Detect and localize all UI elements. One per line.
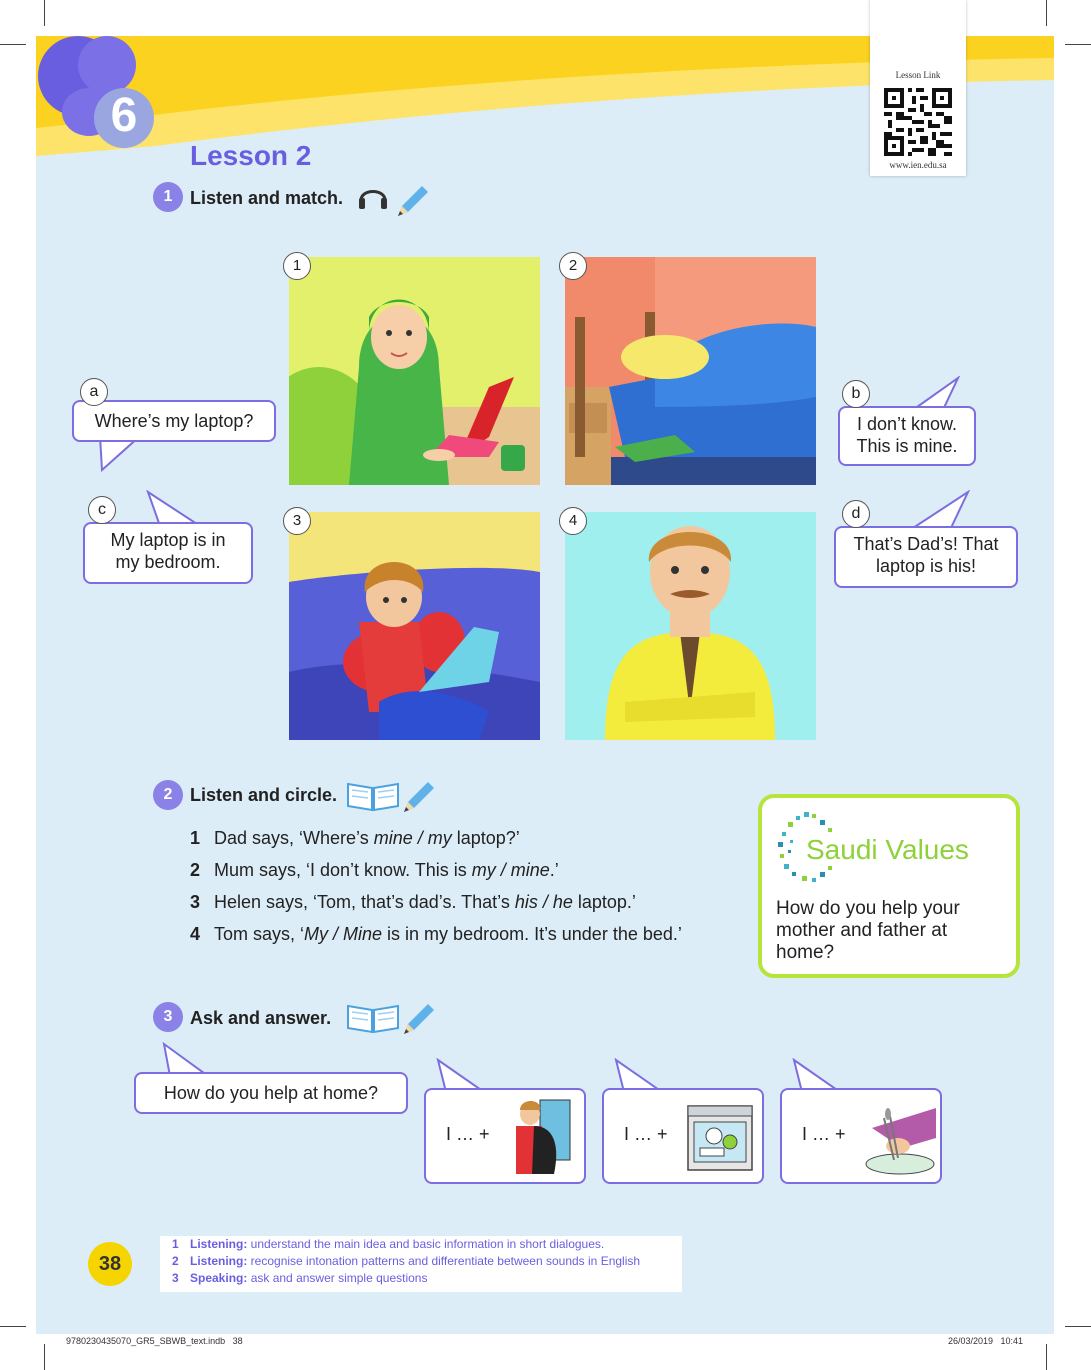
table-setting-illustration bbox=[862, 1098, 938, 1178]
sentence-text: Tom says, ‘ bbox=[214, 924, 305, 944]
objective-number: 2 bbox=[172, 1254, 179, 1268]
answer-text: I … + bbox=[802, 1124, 846, 1144]
rubbish-illustration bbox=[510, 1096, 574, 1176]
objective-skill: Listening: bbox=[190, 1237, 248, 1251]
sentence-number: 4 bbox=[190, 924, 201, 944]
picture-4 bbox=[565, 512, 816, 740]
sentence-2 bbox=[190, 860, 559, 881]
bubble-letter: d bbox=[842, 500, 870, 528]
objective-row bbox=[160, 1253, 682, 1270]
crop-mark bbox=[44, 0, 45, 26]
footer-file-info: 9780230435070_GR5_SBWB_text.indb 38 bbox=[66, 1336, 243, 1346]
exercise-number: 2 bbox=[153, 780, 183, 810]
circle-choice[interactable]: My / Mine bbox=[304, 924, 383, 944]
footer-date-info: 26/03/2019 10:41 bbox=[948, 1336, 1024, 1346]
pencil-icon bbox=[398, 776, 438, 816]
answer-bubble-1 bbox=[424, 1088, 586, 1184]
sentence-number: 3 bbox=[190, 892, 201, 912]
picture-number: 4 bbox=[559, 507, 587, 535]
bubble-tail bbox=[140, 490, 210, 526]
qr-code-icon bbox=[884, 88, 952, 156]
speech-bubble-a bbox=[72, 400, 276, 442]
pencil-icon bbox=[392, 180, 432, 220]
saudi-values-title: Saudi Values bbox=[806, 834, 969, 865]
crop-mark bbox=[44, 1344, 45, 1370]
sentence-text: laptop.’ bbox=[572, 892, 636, 912]
headphones-icon bbox=[356, 180, 390, 212]
circle-choice[interactable]: my / mine bbox=[471, 860, 550, 880]
sentence-text: .’ bbox=[549, 860, 559, 880]
exercise-title: Ask and answer. bbox=[190, 1008, 332, 1028]
answer-text: I … + bbox=[446, 1124, 490, 1144]
sentence-1 bbox=[190, 828, 520, 849]
crop-mark bbox=[1065, 44, 1091, 45]
question-text: How do you help at home? bbox=[163, 1083, 379, 1103]
book-icon bbox=[346, 778, 400, 812]
lesson-link-title: Lesson Link bbox=[895, 70, 941, 80]
bubble-letter: a bbox=[80, 378, 108, 406]
boy-on-sofa-illustration bbox=[289, 512, 540, 740]
book-icon bbox=[346, 1000, 400, 1034]
bubble-text: I don’t know. bbox=[856, 414, 958, 434]
picture-number: 2 bbox=[559, 252, 587, 280]
sentence-text: is in my bedroom. It’s under the bed.’ bbox=[382, 924, 682, 944]
bubble-letter: c bbox=[88, 496, 116, 524]
answer-bubble-2 bbox=[602, 1088, 764, 1184]
bubble-tail bbox=[900, 490, 970, 530]
crop-mark bbox=[0, 44, 26, 45]
bubble-text: My laptop is in bbox=[110, 530, 226, 550]
learning-objectives bbox=[160, 1236, 682, 1292]
bubble-letter: b bbox=[842, 380, 870, 408]
circle-choice[interactable]: his / he bbox=[514, 892, 573, 912]
picture-1 bbox=[289, 257, 540, 485]
answer-bubble-3 bbox=[780, 1088, 942, 1184]
bubble-text: Where’s my laptop? bbox=[94, 411, 254, 431]
sentence-text: Dad says, ‘Where’s bbox=[214, 828, 374, 848]
speech-bubble-c bbox=[83, 522, 253, 584]
dishwasher-illustration bbox=[684, 1102, 756, 1174]
objective-text: understand the main idea and basic information in short dialogues. bbox=[250, 1237, 605, 1251]
lesson-title: Lesson 2 bbox=[190, 140, 312, 171]
objective-skill: Listening: bbox=[190, 1254, 248, 1268]
picture-number: 3 bbox=[283, 507, 311, 535]
objective-number: 1 bbox=[172, 1237, 179, 1251]
sentence-3 bbox=[190, 892, 636, 913]
sentence-text: Helen says, ‘Tom, that’s dad’s. That’s bbox=[214, 892, 515, 912]
girl-with-laptop-illustration bbox=[289, 257, 540, 485]
lesson-link-url[interactable]: www.ien.edu.sa bbox=[889, 160, 947, 170]
bubble-text: This is mine. bbox=[856, 436, 958, 456]
objective-number: 3 bbox=[172, 1271, 179, 1285]
circle-choice[interactable]: mine / my bbox=[373, 828, 452, 848]
answer-text: I … + bbox=[624, 1124, 668, 1144]
bubble-tail bbox=[790, 1058, 850, 1092]
objective-row bbox=[160, 1270, 682, 1287]
dad-illustration bbox=[565, 512, 816, 740]
objective-text: recognise intonation patterns and differentiate between sounds in English bbox=[250, 1254, 641, 1268]
sentence-4 bbox=[190, 924, 682, 945]
bubble-tail bbox=[612, 1058, 672, 1092]
saudi-values-text: How do you help your mother and father at home? bbox=[776, 898, 960, 963]
crop-mark bbox=[1065, 1326, 1091, 1327]
objective-text: ask and answer simple questions bbox=[250, 1271, 428, 1285]
objective-row bbox=[160, 1236, 682, 1253]
question-bubble bbox=[134, 1072, 408, 1114]
picture-2 bbox=[565, 257, 816, 485]
bedroom-illustration bbox=[565, 257, 816, 485]
unit-number: 6 bbox=[94, 88, 154, 148]
bubble-tail bbox=[156, 1042, 216, 1076]
sentence-text: laptop?’ bbox=[451, 828, 520, 848]
exercise-number: 1 bbox=[153, 182, 183, 212]
exercise-title: Listen and circle. bbox=[190, 785, 338, 805]
bubble-text: my bedroom. bbox=[115, 552, 221, 572]
crop-mark bbox=[1046, 0, 1047, 26]
speech-bubble-d bbox=[834, 526, 1018, 588]
lesson-link-card[interactable] bbox=[870, 0, 966, 176]
exercise-number: 3 bbox=[153, 1002, 183, 1032]
picture-number: 1 bbox=[283, 252, 311, 280]
page-number: 38 bbox=[88, 1242, 132, 1286]
picture-3 bbox=[289, 512, 540, 740]
sentence-number: 1 bbox=[190, 828, 201, 848]
crop-mark bbox=[0, 1326, 26, 1327]
crop-mark bbox=[1046, 1344, 1047, 1370]
pencil-icon bbox=[398, 998, 438, 1038]
sentence-text: Mum says, ‘I don’t know. This is bbox=[214, 860, 472, 880]
saudi-values-box bbox=[758, 794, 1020, 978]
bubble-text: That’s Dad’s! That bbox=[853, 534, 999, 554]
exercise-title: Listen and match. bbox=[190, 188, 344, 208]
unit-blob bbox=[78, 36, 136, 94]
objective-skill: Speaking: bbox=[190, 1271, 248, 1285]
sentence-number: 2 bbox=[190, 860, 201, 880]
bubble-tail bbox=[434, 1058, 494, 1092]
bubble-text: laptop is his! bbox=[875, 556, 977, 576]
speech-bubble-b bbox=[838, 406, 976, 466]
